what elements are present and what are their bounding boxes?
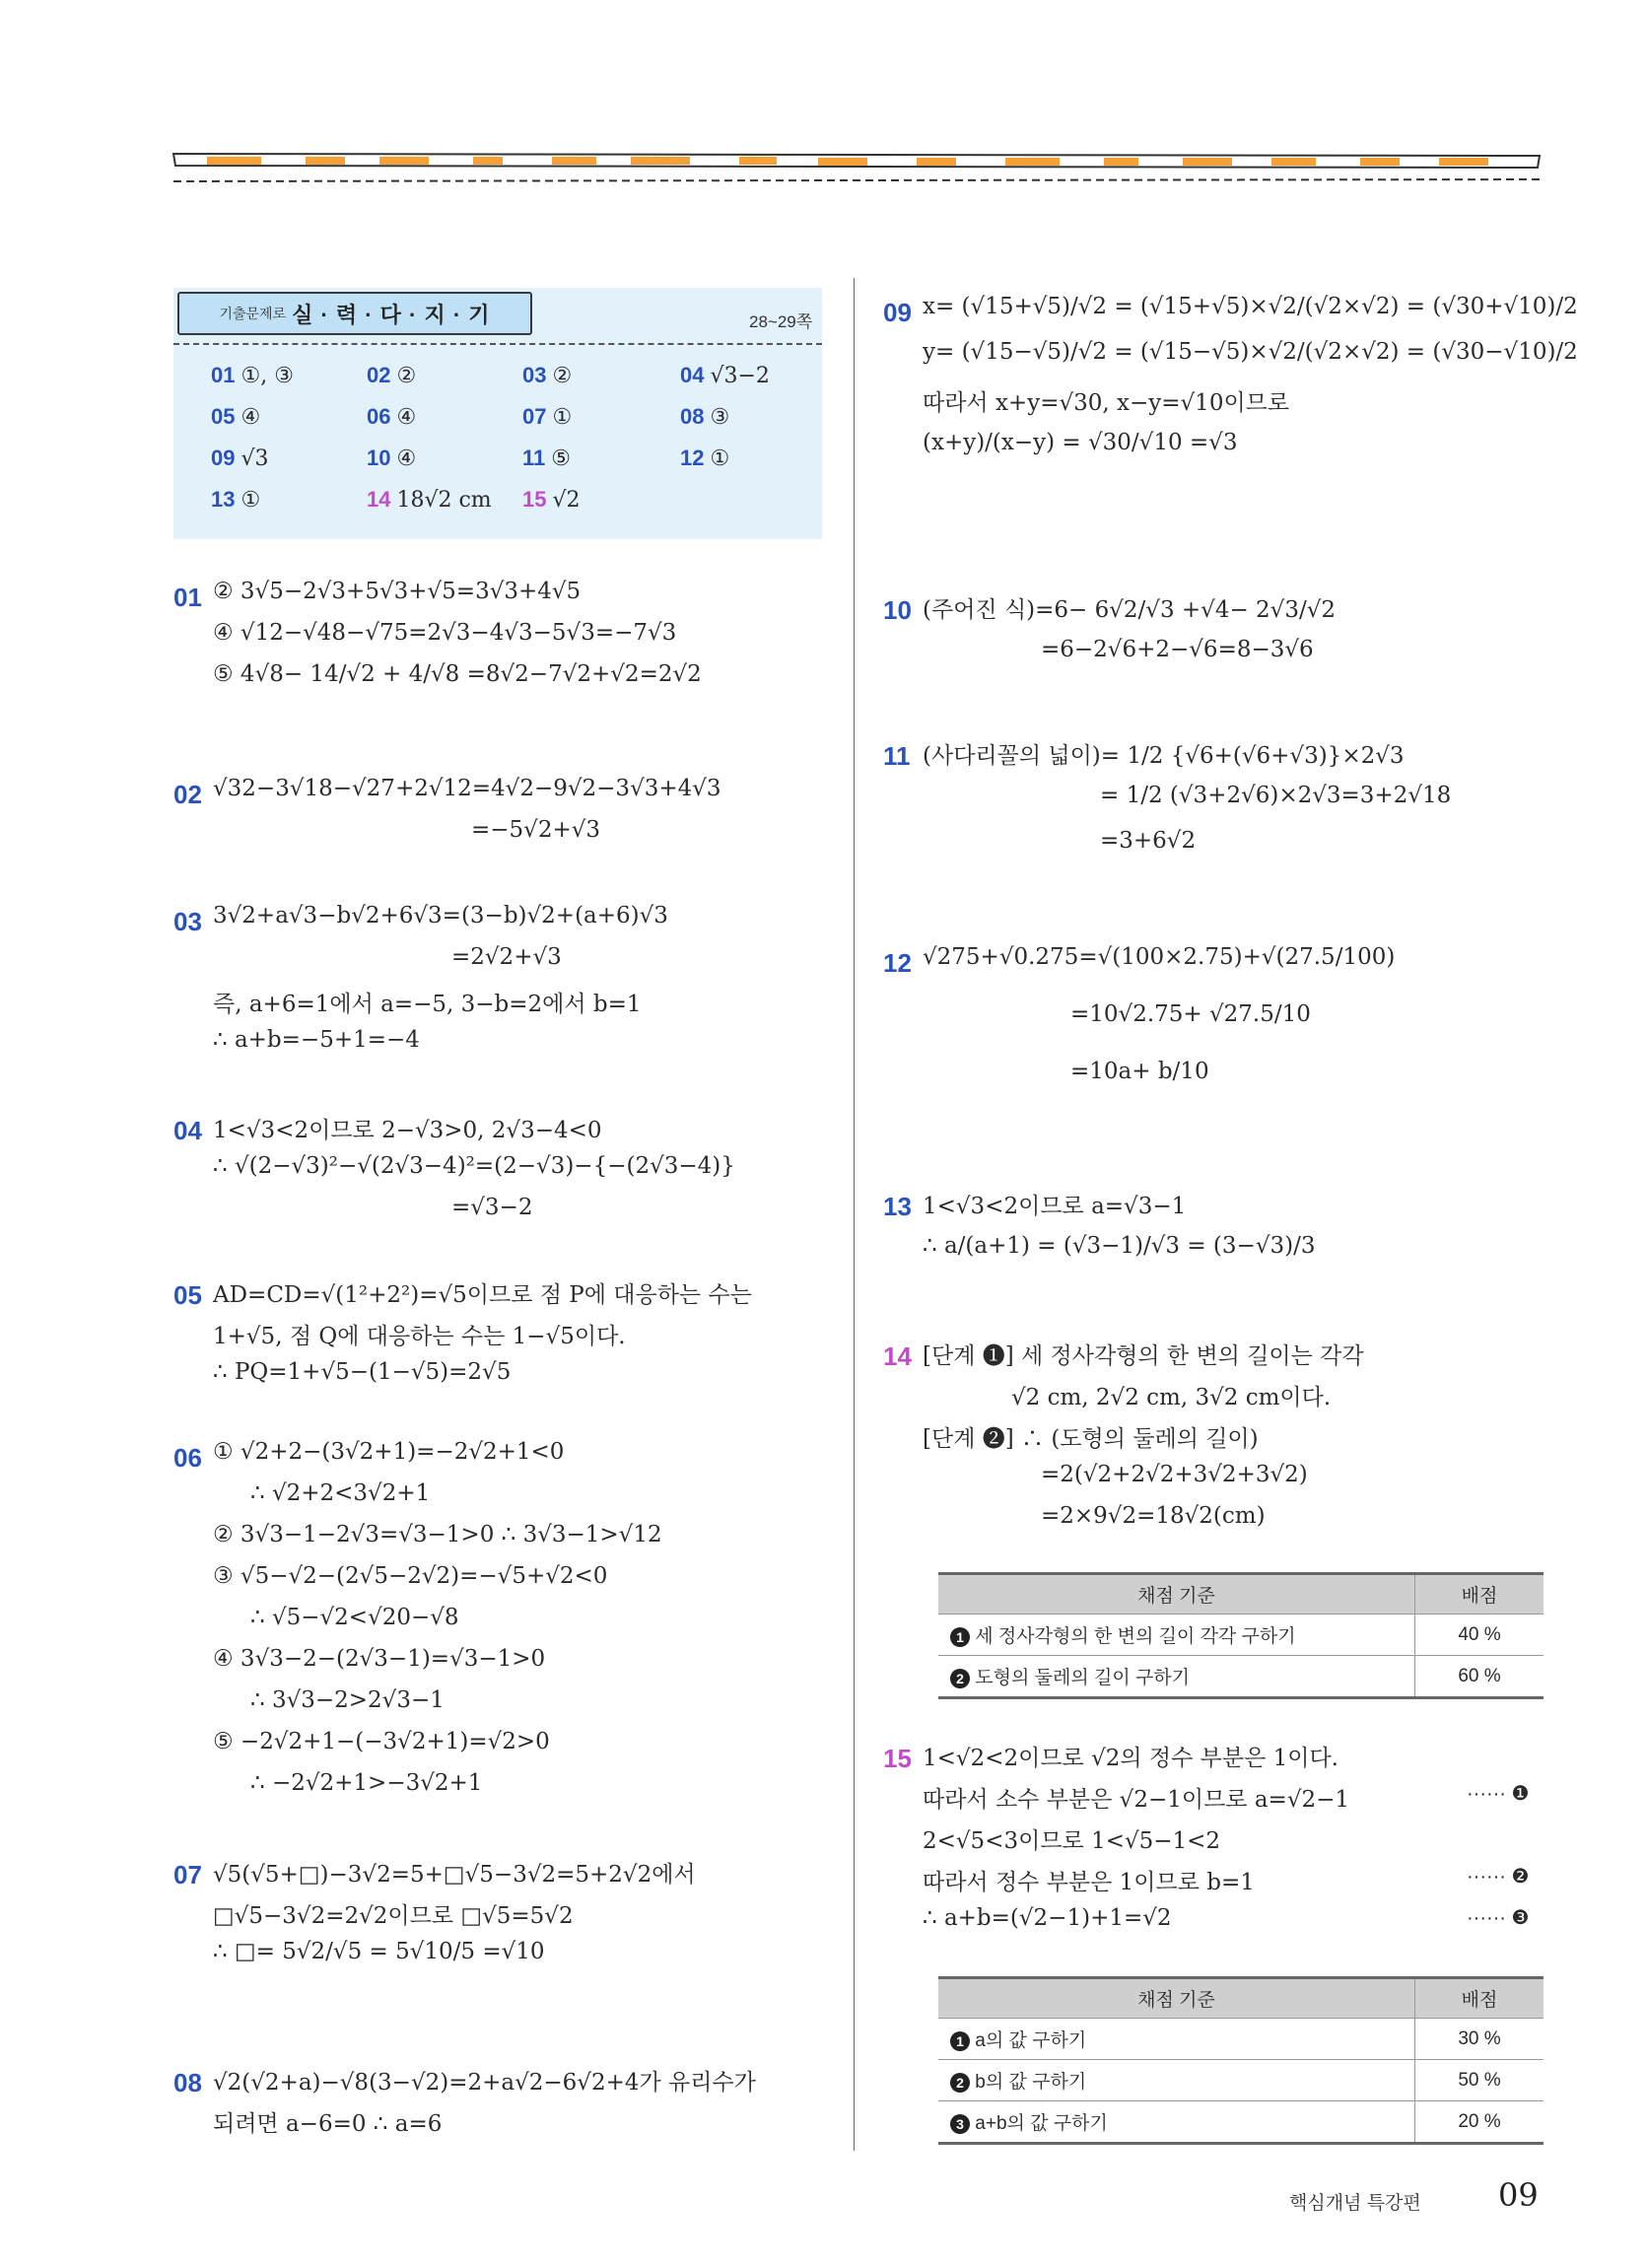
solution-line: = 1/2 (√3+2√6)×2√3=3+2√18 <box>1100 783 1452 808</box>
solution-line: 3√2+a√3−b√2+6√3=(3−b)√2+(a+6)√3 <box>213 903 668 928</box>
answer-number: 09 <box>211 446 236 470</box>
answer-value: √2 <box>552 488 581 513</box>
problem-number: 15 <box>883 1744 912 1773</box>
problem-number: 13 <box>883 1192 912 1221</box>
solution-line: ∴ a+b=(√2−1)+1=√2 <box>923 1905 1172 1931</box>
answer-number: 01 <box>211 363 236 387</box>
solution-line: [단계 ❶] 세 정사각형의 한 변의 길이는 각각 <box>923 1343 1364 1369</box>
solution-line: ④ √12−√48−√75=2√3−4√3−5√3=−7√3 <box>213 620 677 646</box>
answer-box-title-small: 기출문제로 <box>219 306 287 321</box>
answer-box-pages: 28~29쪽 <box>749 312 813 331</box>
solution-line: ② 3√3−1−2√3=√3−1>0 ∴ 3√3−1>√12 <box>213 1522 662 1547</box>
answer-number: 13 <box>211 487 236 512</box>
answer-item <box>367 404 416 430</box>
problem-number: 10 <box>883 595 912 625</box>
solution-line: ∴ a/(a+1) = (√3−1)/√3 = (3−√3)/3 <box>923 1233 1316 1259</box>
problem-number: 12 <box>883 948 912 978</box>
answer-item <box>680 446 729 471</box>
answer-number: 04 <box>680 363 705 387</box>
problem-number: 11 <box>883 741 911 771</box>
answer-value: √3 <box>240 447 269 471</box>
answer-item <box>211 404 260 430</box>
solution-line: √2 cm, 2√2 cm, 3√2 cm이다. <box>1011 1385 1332 1410</box>
answer-value: ⑤ <box>551 447 571 471</box>
answer-item <box>522 487 581 513</box>
criterion-text: a+b의 값 구하기 <box>975 2113 1108 2134</box>
answer-value: ① <box>710 447 730 471</box>
solution-line: 즉, a+6=1에서 a=−5, 3−b=2에서 b=1 <box>213 992 642 1017</box>
table-row <box>938 1615 1544 1656</box>
answer-number: 14 <box>367 487 391 512</box>
answer-item <box>522 363 572 388</box>
solution-line: (사다리꼴의 넓이)= 1/2 {√6+(√6+√3)}×2√3 <box>923 743 1405 769</box>
answer-number: 05 <box>211 404 236 429</box>
solution-line: =√3−2 <box>451 1195 533 1220</box>
page-number: 09 <box>1498 2176 1539 2214</box>
criterion-points: 60 % <box>1415 1656 1544 1698</box>
score-table-14 <box>938 1572 1544 1699</box>
step-marker: ······ ❶ <box>1467 1783 1530 1805</box>
solution-line: =2√2+√3 <box>451 944 562 970</box>
solution-line: =10a+ b/10 <box>1070 1059 1209 1084</box>
step-2-badge: 2 <box>950 1669 970 1688</box>
solution-line: 2<√5<3이므로 1<√5−1<2 <box>923 1828 1221 1854</box>
score-table-header: 채점 기준 <box>938 1574 1415 1615</box>
solution-line: √5(√5+□)−3√2=5+□√5−3√2=5+2√2에서 <box>213 1862 696 1888</box>
score-table-header-pts: 배점 <box>1415 1574 1544 1615</box>
answer-item <box>211 363 294 388</box>
solution-line: 1<√2<2이므로 √2의 정수 부분은 1이다. <box>923 1746 1338 1771</box>
answer-number: 06 <box>367 404 391 429</box>
solution-line: ③ √5−√2−(2√5−2√2)=−√5+√2<0 <box>213 1563 608 1589</box>
answer-item <box>522 404 572 430</box>
step-3-badge: 3 <box>950 2114 970 2134</box>
problem-number: 04 <box>173 1116 202 1145</box>
solution-line: y= (√15−√5)/√2 = (√15−√5)×√2/(√2×√2) = (√30−√10)/2 <box>923 339 1578 365</box>
table-row <box>938 2060 1544 2101</box>
criterion-points: 50 % <box>1415 2060 1544 2101</box>
solution-line: □√5−3√2=2√2이므로 □√5=5√2 <box>213 1903 574 1929</box>
answer-value: ④ <box>396 447 417 471</box>
solution-line: √32−3√18−√27+2√12=4√2−9√2−3√3+4√3 <box>213 776 721 801</box>
answer-number: 07 <box>522 404 547 429</box>
solution-line: 따라서 소수 부분은 √2−1이므로 a=√2−1 <box>923 1787 1350 1813</box>
step-2-badge: 2 <box>950 2073 970 2093</box>
answer-value: 18√2 cm <box>396 488 492 513</box>
problem-number: 02 <box>173 780 202 809</box>
problem-number: 03 <box>173 907 202 936</box>
answer-number: 15 <box>522 487 547 512</box>
score-table-header-pts: 배점 <box>1415 1978 1544 2019</box>
answer-item <box>211 446 269 471</box>
solution-line: (x+y)/(x−y) = √30/√10 =√3 <box>923 430 1238 455</box>
solution-line: ∴ 3√3−2>2√3−1 <box>250 1687 445 1713</box>
solution-line: ∴ PQ=1+√5−(1−√5)=2√5 <box>213 1359 512 1385</box>
column-divider <box>854 278 855 2151</box>
solution-line: (주어진 식)=6− 6√2/√3 +√4− 2√3/√2 <box>923 597 1336 623</box>
answer-number: 02 <box>367 363 391 387</box>
answer-box-divider <box>173 343 822 345</box>
answer-value: ① <box>240 488 261 513</box>
solution-line: =3+6√2 <box>1100 828 1197 854</box>
solution-line: 1+√5, 점 Q에 대응하는 수는 1−√5이다. <box>213 1324 626 1349</box>
footer-title: 핵심개념 특강편 <box>1289 2193 1421 2214</box>
solution-line: ∴ √5−√2<√20−√8 <box>250 1605 459 1630</box>
solution-line: √2(√2+a)−√8(3−√2)=2+a√2−6√2+4가 유리수가 <box>213 2070 756 2096</box>
problem-number: 05 <box>173 1280 202 1310</box>
answer-item <box>367 446 416 471</box>
solution-line: =−5√2+√3 <box>471 817 601 843</box>
table-row <box>938 1656 1544 1698</box>
solution-line: ∴ √(2−√3)²−√(2√3−4)²=(2−√3)−{−(2√3−4)} <box>213 1153 735 1179</box>
solution-line: [단계 ❷] ∴ (도형의 둘레의 길이) <box>923 1426 1259 1452</box>
answer-item <box>522 446 571 471</box>
answer-value: ③ <box>710 405 730 430</box>
answer-number: 12 <box>680 446 705 470</box>
answer-value: ② <box>396 364 417 388</box>
problem-number: 07 <box>173 1860 202 1890</box>
solution-line: ∴ −2√2+1>−3√2+1 <box>250 1770 483 1796</box>
step-1-badge: 1 <box>950 2031 970 2051</box>
answer-number: 08 <box>680 404 705 429</box>
solution-line: ② 3√5−2√3+5√3+√5=3√3+4√5 <box>213 579 582 604</box>
problem-number: 08 <box>173 2068 202 2097</box>
step-marker: ······ ❸ <box>1467 1907 1530 1929</box>
criterion-text: a의 값 구하기 <box>975 2030 1087 2051</box>
solution-line: 되려면 a−6=0 ∴ a=6 <box>213 2111 443 2137</box>
problem-number: 01 <box>173 583 202 612</box>
solution-line: ∴ √2+2<3√2+1 <box>250 1480 431 1506</box>
answer-item <box>211 487 260 513</box>
criterion-text: b의 값 구하기 <box>975 2072 1087 2093</box>
answer-item <box>367 487 492 513</box>
criterion-text: 도형의 둘레의 길이 구하기 <box>975 1668 1191 1688</box>
criterion-points: 20 % <box>1415 2101 1544 2144</box>
decorative-header-band <box>168 148 1547 191</box>
answer-item <box>680 404 729 430</box>
solution-line: =10√2.75+ √27.5/10 <box>1070 1001 1311 1027</box>
answer-value: ④ <box>396 405 417 430</box>
solution-line: ④ 3√3−2−(2√3−1)=√3−1>0 <box>213 1646 546 1672</box>
solution-line: 따라서 x+y=√30, x−y=√10이므로 <box>923 390 1290 416</box>
solution-line: ⑤ −2√2+1−(−3√2+1)=√2>0 <box>213 1729 550 1754</box>
criterion-text: 세 정사각형의 한 변의 길이 각각 구하기 <box>975 1626 1296 1647</box>
solution-line: AD=CD=√(1²+2²)=√5이므로 점 P에 대응하는 수는 <box>213 1282 752 1308</box>
answer-item <box>680 363 770 388</box>
solution-line: =2(√2+2√2+3√2+3√2) <box>1041 1462 1308 1487</box>
score-table-15 <box>938 1976 1544 2145</box>
answer-number: 03 <box>522 363 547 387</box>
solution-line: ① √2+2−(3√2+1)=−2√2+1<0 <box>213 1439 565 1465</box>
solution-line: 1<√3<2이므로 a=√3−1 <box>923 1194 1187 1219</box>
problem-number: 09 <box>883 298 912 327</box>
criterion-points: 30 % <box>1415 2019 1544 2060</box>
solution-line: ∴ a+b=−5+1=−4 <box>213 1027 420 1053</box>
solution-line: 따라서 정수 부분은 1이므로 b=1 <box>923 1870 1255 1895</box>
solution-line: √275+√0.275=√(100×2.75)+√(27.5/100) <box>923 944 1396 970</box>
score-table-header: 채점 기준 <box>938 1978 1415 2019</box>
table-row <box>938 2101 1544 2144</box>
answer-number: 11 <box>522 446 546 470</box>
answer-item <box>367 363 416 388</box>
criterion-points: 40 % <box>1415 1615 1544 1656</box>
problem-number: 14 <box>883 1341 912 1371</box>
answer-box-title <box>177 292 532 335</box>
solution-line: =6−2√6+2−√6=8−3√6 <box>1041 637 1314 662</box>
table-row <box>938 2019 1544 2060</box>
answer-number: 10 <box>367 446 391 470</box>
answer-value: √3−2 <box>710 364 770 388</box>
answer-value: ④ <box>240 405 261 430</box>
answer-box-title-big: 실 · 력 · 다 · 지 · 기 <box>292 302 491 327</box>
answer-value: ①, ③ <box>240 364 294 388</box>
solution-line: ⑤ 4√8− 14/√2 + 4/√8 =8√2−7√2+√2=2√2 <box>213 661 702 687</box>
solution-line: x= (√15+√5)/√2 = (√15+√5)×√2/(√2×√2) = (√30+√10)/2 <box>923 294 1578 319</box>
step-marker: ······ ❷ <box>1467 1866 1530 1888</box>
solution-line: 1<√3<2이므로 2−√3>0, 2√3−4<0 <box>213 1118 602 1143</box>
step-1-badge: 1 <box>950 1627 970 1647</box>
answer-value: ① <box>552 405 573 430</box>
problem-number: 06 <box>173 1443 202 1473</box>
answer-value: ② <box>552 364 573 388</box>
solution-line: =2×9√2=18√2(cm) <box>1041 1503 1266 1529</box>
solution-line: ∴ □= 5√2/√5 = 5√10/5 =√10 <box>213 1939 545 1964</box>
